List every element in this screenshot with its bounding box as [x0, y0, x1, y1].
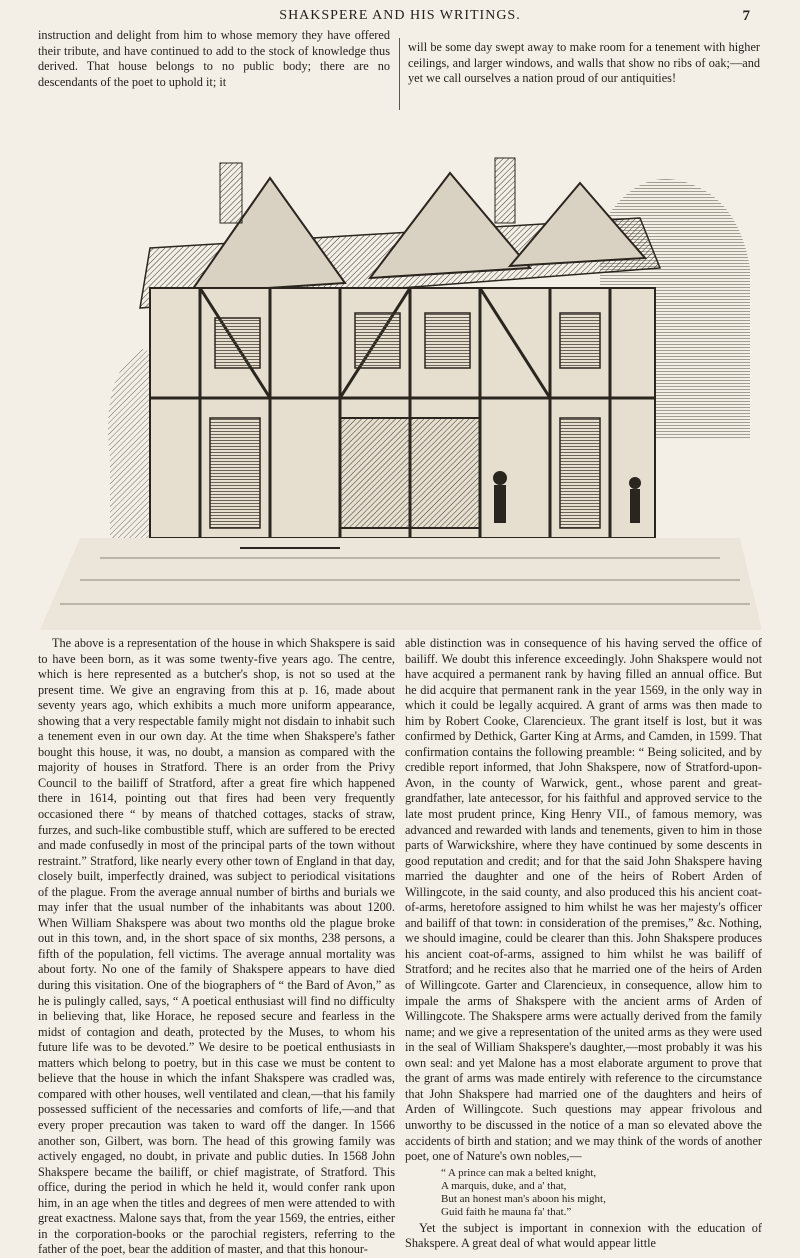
- house-engraving: [40, 118, 762, 630]
- column-rule: [399, 38, 400, 110]
- verse-line: But an honest man's aboon his might,: [441, 1192, 606, 1205]
- verse-line: “ A prince can mak a belted knight,: [441, 1166, 597, 1179]
- left-column: [38, 636, 395, 1258]
- top-left-text: instruction and delight from him to whose memory they have offered their tribute, and have continued to add to the stock of knowledge thus derived. That house belongs to no public body; there are no descendants of the poet to uphold it; it: [38, 28, 390, 89]
- right-column: [405, 636, 762, 1252]
- top-right-text: will be some day swept away to make room for a tenement with higher ceilings, and larger windows, and walls that show no ribs of oak;—and yet we call ourselves a nation proud of our antiquities!: [408, 40, 760, 86]
- verse-line: Guid faith he mauna fa' that.”: [441, 1205, 572, 1218]
- verse-line: A marquis, duke, and a' that,: [441, 1179, 567, 1192]
- right-column-text: able distinction was in consequence of his having served the office of bailiff. We doubt this inference exceedingly. John Shakspere would not have acquired a permanent rank by having filled an annual office. But he did acquire that permanent rank in the year 1569, in the only way in which it could be legally acquired. A grant of arms was then made to him by Robert Cooke, Clarencieux. The grant itself is lost, but it was confirmed by Dethick, Garter King at Arms, and Camden, in 1599. That confirmation contains the following preamble: “ Being solicited, and by credible report informed, that John Shakspere, now of Stratford-upon-Avon, in the county of Warwick, gent., whose parent and great-grandfather, late antecessor, for his faithful and approved service to the late most prudent prince, King Henry VII., of famous memory, was advanced and rewarded with lands and tenements, given to him in those parts of Warwickshire, where they have continued by some descents in good reputation and credit; and for that the said John Shakspere having married the daughter and one of the heirs of Robert Arden of Willingcote, in the said county, and also produced this his ancient coat-of-arms, heretofore assigned to him whilst he was her majesty's officer and bailiff of that town: in consideration of the premises,” &c. Nothing, we should imagine, could be clearer than this. John Shakspere produces his ancient coat-of-arms, assigned to him whilst he was bailiff of Stratford; and he recites also that he married one of the heirs of Arden of Willingcote. Garter and Clarencieux, in consequence, allow him to impale the arms of Shakspere with the ancient arms of Arden of Willingcote. The Shakspere arms were actually derived from the family name; and we give a representation of the united arms as they were used in the seal of William Shakspere's daughter,—most probably it was his own seal: and yet Malone has a most elaborate argument to prove that the grant of arms was made entirely with reference to the circumstance that John Shakspere had married one of the daughters and heirs of Arden of Willingcote. Such questions may appear frivolous and unworthy to be discussed in the notice of a man so elevated above the accidents of birth and station; and we may think of the words of another poet, one of Nature's own nobles,—: [405, 636, 762, 1164]
- left-column-text: The above is a representation of the house in which Shakspere is said to have been born, as it was some twenty-five years ago. The centre, which is here represented as a butcher's shop, is not so used at the present time. We give an engraving from this at p. 16, made about seventy years ago, which exhibits a much more uniform appearance, showing that a very respectable family might not disdain to inhabit such a tenement even in our own day. At the time when Shakspere's father bought this house, it was, no doubt, a mansion as compared with the majority of houses in Stratford. There is an order from the Privy Council to the bailiff of Stratford, after a great fire which happened there in 1614, pointing out that fires had been very frequently occasioned there “ by means of thatched cottages, stacks of straw, furzes, and such-like combustible stuff, which are suffered to be erected and made confusedly in most of the principal parts of the town without restraint.” Stratford, like nearly every other town of England in that day, closely built, imperfectly drained, was subject to periodical visitations of the plague. From the average annual number of births and burials we may infer that the usual number of the inhabitants was about 1200. When William Shakspere was about two months old the plague broke out in this town, and, in the short space of six months, 238 persons, a fifth of the population, fell victims. The average annual mortality was about forty. No one of the family of Shakspere appears to have died during this visitation. One of the biographers of “ the Bard of Avon,” as he is pulingly called, says, “ A poetical enthusiast will find no difficulty in believing that, like Horace, he reposed secure and fearless in the midst of contagion and death, protected by the Muses, to whom his future life was to be devoted.” We desire to be poetical enthusiasts in matters which belong to poetry, but in this case we must be content to believe that the house in which the infant Shakspere was cradled was, compared with other houses, well ventilated and clean,—that his family possessed sufficient of the necessaries and comforts of life,—and that every proper precaution was taken to ward off the danger. In 1566 another son, Gilbert, was born. The head of this growing family was actively engaged, no doubt, in private and public duties. In 1568 John Shakspere became the bailiff, or chief magistrate, of Stratford. This office, during the period in which he held it, would confer rank upon him, in an age when the titles and degrees of men were attended to with great exactness. Malone says that, from the year 1569, the entries, either in the corporation-books or the parochial registers, referring to the father of the poet, bear the addition of master, and that this honour-: [38, 636, 395, 1257]
- page-number: 7: [742, 8, 750, 24]
- top-right-paragraph: [408, 40, 760, 87]
- top-left-paragraph: [38, 28, 390, 90]
- right-column-end-text: Yet the subject is important in connexion with the education of Shakspere. A great deal of what would appear little: [405, 1220, 762, 1251]
- verse-quotation: [441, 1167, 762, 1219]
- running-head: SHAKSPERE AND HIS WRITINGS.: [279, 8, 521, 23]
